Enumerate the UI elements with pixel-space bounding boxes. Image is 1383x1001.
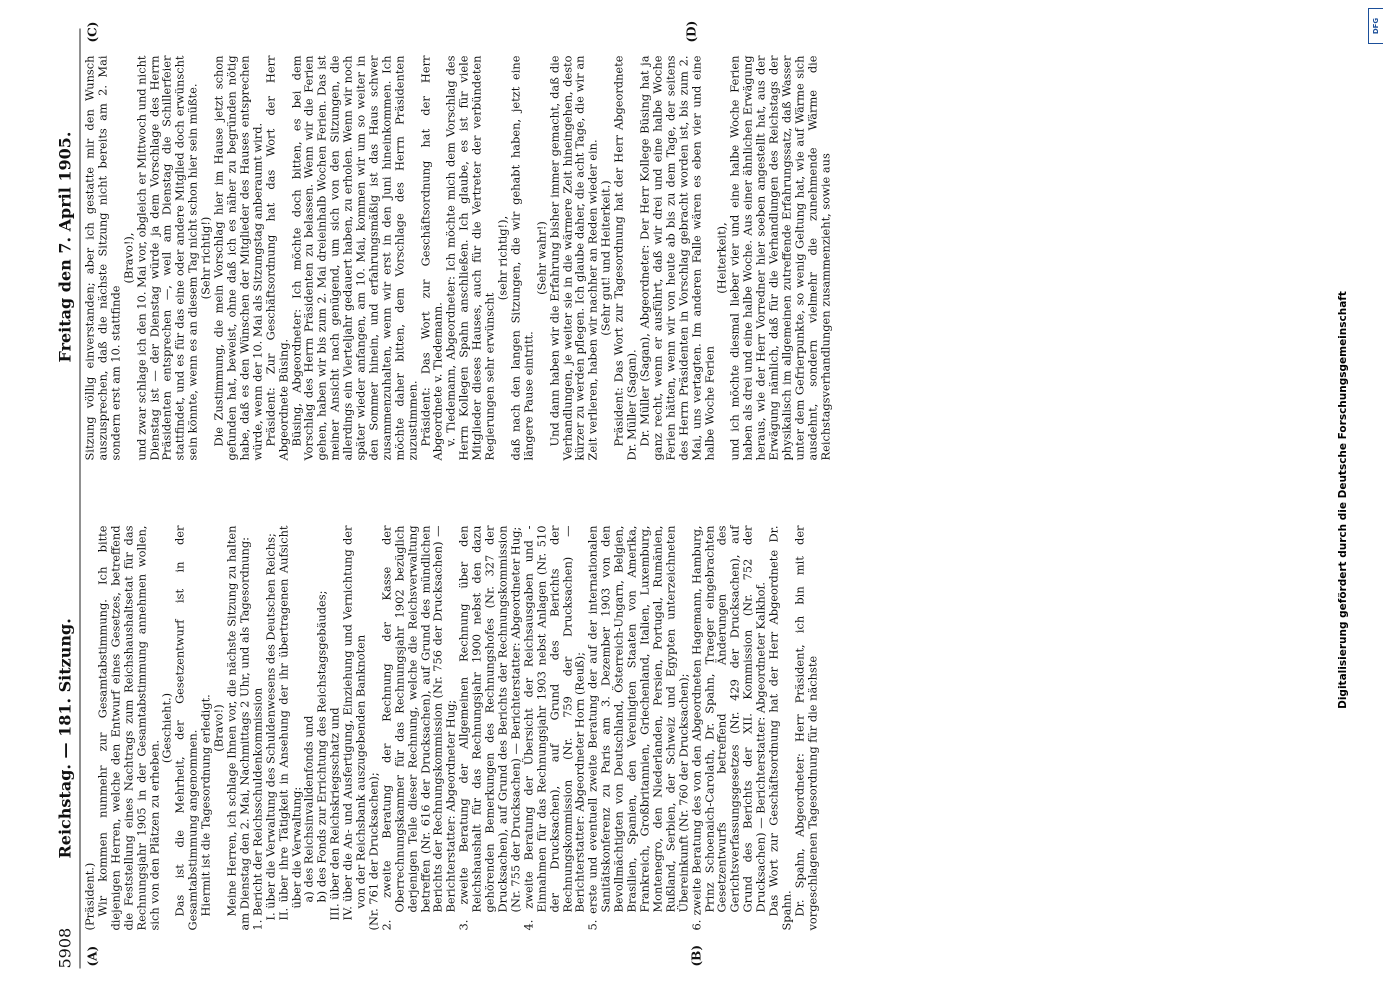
margin-marker-a: (A) bbox=[85, 945, 100, 967]
header-left-title: Reichstag. — 181. Sitzung. bbox=[55, 618, 75, 859]
paragraph: Meine Herren, ich schlage Ihnen vor, die nächste Sitzung zu halten am Dienstag den 2. Mai, Nachmittags 2 Uhr, und als Tagesordnung: bbox=[224, 525, 252, 931]
page-number: 5908 bbox=[55, 927, 75, 969]
margin-marker-b: (B) bbox=[689, 945, 704, 967]
paragraph: Das ist die Mehrheit, der Gesetzentwurf ist in der Gesamtabstimmung angenommen. bbox=[172, 525, 200, 931]
digitization-credit: Digitalisierung gefördert durch die Deutsche Forschungsgemeinschaft bbox=[1337, 291, 1349, 709]
paragraph: Dr. Spahn, Abgeordneter: Herr Präsident, ich bin mit der vorgeschlagenen Tagesordnung für die nächste bbox=[792, 525, 820, 931]
paragraph: I. über die Verwaltung des Schuldenwesens des Deutschen Reichs; bbox=[263, 533, 278, 921]
paragraph: 5. erste und eventuell zweite Beratung der auf der internationalen Sanitätskonferenz zu Paris am 3. Dezember 1903 von den Bevollmächtigten von Deutschland, Österreich-Ungarn, Belgien, Brasilien, Spanien, den Vereinigten Staaten von Amerika, Frankreich, Großbritannien, Griechenland, Italien, Luxemburg, Montenegro, den Niederlanden, Persien, Portugal, Rumänien, Rußland, Serbien, der Schweiz und Egypten unterzeichneten Übereinkunft (Nr. 760 der Drucksachen); bbox=[585, 525, 691, 931]
paragraph: (Sehr richtig!) bbox=[198, 216, 213, 300]
right-text-column bbox=[84, 56, 833, 461]
paragraph: 1. Bericht der Reichsschuldenkommission bbox=[250, 687, 265, 931]
left-text-column bbox=[84, 526, 820, 931]
paragraph: (Präsident.) bbox=[82, 862, 97, 931]
paragraph: v. Tiedemann, Abgeordneter: Ich möchte mich dem Vorschlag des Herrn Kollegen Spahn anschließen. Ich glaube, es ist für viele Mitglieder dieses Hauses, auch für die Vertreter der verbündeten Regierungen sehr erwünscht bbox=[443, 55, 497, 461]
paragraph: und ich möchte diesmal lieber vier und eine halbe Woche Ferien haben als drei und eine halbe Woche. Aus einer ähnlichen Erwägung heraus, wie der Herr Vorredner hier soeben angestellt hat, aus der Erwägung nämlich, daß für die Verhandlungen des Reichstags der physikalisch im allgemeinen zutreffende Erfahrungssatz, daß Wasser unter dem Gefrierpunkte, so wenig Geltung hat, wie auf Wärme sich ausdehnt, sondern vielmehr die zunehmende Wärme die Reichstagsverhandlungen zusammenzieht, sowie aus bbox=[727, 55, 833, 461]
paragraph: (Sehr gut! und Heiterkeit.) bbox=[598, 180, 613, 336]
paragraph: b) des Fonds zur Errichtung des Reichstagsgebäudes; bbox=[314, 590, 329, 903]
paragraph: (Bravo!) bbox=[211, 704, 226, 752]
header-right-title: Freitag den 7. April 1905. bbox=[55, 131, 75, 363]
paragraph: 3. zweite Beratung der Allgemeinen Rechnung über den Reichshaushalt für das Rechnungsjahr 1900 nebst den dazu gehörenden Bemerkungen des Rechnungshofes (Nr. 327 der Drucksachen), auf Grund des Berichts der Rechnungskommission (Nr. 755 der Drucksachen) — Berichterstatter: Abgeordneter Hug; bbox=[456, 525, 523, 931]
paragraph: Das Wort zur Geschäftsordnung hat der Herr Abgeordnete Dr. Spahn. bbox=[766, 525, 794, 931]
rotated-sheet bbox=[0, 1, 1383, 1001]
paragraph: (sehr richtig!), bbox=[495, 215, 510, 301]
paragraph: Hiermit ist die Tagesordnung erledigt. bbox=[198, 694, 213, 917]
paragraph: Präsident: Zur Geschäftsordnung hat das Wort der Herr Abgeordnete Büsing. bbox=[263, 55, 291, 461]
paragraph: (Bravo!), bbox=[121, 232, 136, 284]
paragraph: (Nr. 761 der Drucksachen); bbox=[366, 772, 381, 931]
paragraph: Und dann haben wir die Erfahrung bisher immer gemacht, daß die Verhandlungen, je weiter sie in die wärmere Zeit hineingehen, desto kürzer zu werden pflegen. Ich glaube daher, die acht Tage, die wir an Zeit verlieren, haben wir nachher an Reden wieder ein. bbox=[547, 55, 600, 461]
paragraph: 2. zweite Beratung der Rechnung der Kasse der Oberrechnungskammer für das Rechnungsjahr 1902 bezüglich derjenigen Teile dieser Rechnung, welche die Reichsverwaltung betreffen (Nr. 616 der Drucksachen), auf Grund des mündlichen Berichts der Rechnungskommission (Nr. 756 der Drucksachen) — Berichterstatter: Abgeordneter Hug; bbox=[379, 525, 458, 931]
dfg-logo-text: DFG bbox=[1372, 17, 1380, 35]
paragraph: und zwar schlage ich den 10. Mai vor, obgleich er Mittwoch und nicht Dienstag ist — der Dienstag würde ja dem Vorschlage des Herrn Präsidenten entsprechen —, weil am Dienstag die Schillerfeier stattfindet, und es für das eine oder andere Mitglied doch erwünscht sein könnte, wenn es an diesem Tag nicht schon hier sein müßte. bbox=[134, 55, 200, 461]
paragraph: (Sehr wahr!) bbox=[534, 221, 549, 295]
paragraph: (Geschieht.) bbox=[159, 692, 174, 764]
paragraph: 4. zweite Beratung der Übersicht der Reichsausgaben und -Einnahmen für das Rechnungsjahr 1903 nebst Anlagen (Nr. 510 der Drucksachen), auf Grund des Berichts der Rechnungskommission (Nr. 759 der Drucksachen) — Berichterstatter: Abgeordneter Horn (Reuß); bbox=[521, 525, 587, 931]
paragraph: daß nach den langen Sitzungen, die wir gehabt haben, jetzt eine längere Pause eintritt. bbox=[508, 55, 536, 461]
paragraph: Wir kommen nunmehr zur Gesamtabstimmung. Ich bitte diejenigen Herren, welche den Entwurf eines Gesetzes, betreffend die Feststellung eines Nachtrags zum Reichshaushaltsetat für das Rechnungsjahr 1905 in der Gesamtabstimmung annehmen wollen, sich von den Plätzen zu erheben. bbox=[95, 525, 162, 931]
paragraph: IV. über die An- und Ausfertigung, Einziehung und Vernichtung der von der Reichsbank auszugebenden Banknoten bbox=[340, 525, 368, 921]
paragraph: Präsident: Das Wort zur Tagesordnung hat der Herr Abgeordnete Dr. Müller (Sagan). bbox=[611, 55, 639, 461]
margin-marker-d: (D) bbox=[684, 20, 699, 43]
page-header bbox=[46, 29, 81, 969]
dfg-logo bbox=[1368, 8, 1383, 44]
paragraph: Sitzung völlig einverstanden; aber ich gestatte mir den Wunsch auszusprechen, daß die nächste Sitzung nicht bereits am 2. Mai sondern erst am 10. stattfinde bbox=[82, 55, 123, 461]
paragraph: Präsident: Das Wort zur Geschäftsordnung hat der Herr Abgeordnete v. Tiedemann. bbox=[418, 55, 445, 461]
margin-marker-c: (C) bbox=[85, 21, 100, 43]
paragraph: (Heiterkeit), bbox=[714, 222, 729, 294]
paragraph: Dr. Müller (Sagan), Abgeordneter: Der Herr Kollege Büsing hat ja ganz recht, wenn er ausführt, daß wir drei und eine halbe Woche Ferien hätten, wenn wir von heute ab bis zu dem Tage, der seitens des Herrn Präsidenten in Vorschlag gebracht worden ist, bis zum 2. Mai, uns vertagten. Im anderen Falle wären es eben vier und eine halbe Woche Ferien bbox=[637, 55, 716, 461]
paragraph: Büsing, Abgeordneter: Ich möchte doch bitten, es bei dem Vorschlag des Herrn Präsidenten zu belassen. Wenn wir die Ferien gehen, haben wir bis zum 2. Mai dreieinhalb Wochen Ferien. Das ist meiner Ansicht nach genügend, um sich von den Sitzungen, die allerdings ein Vierteljahr gedauert haben, zu erholen. Wenn wir noch später wieder anfangen, am 10. Mai, kommen wir um so weiter in den Sommer hinein, und erfahrungsmäßig ist das Haus schwer zusammenzuhalten, wenn wir erst in den Juni hineinkommen. Ich möchte daher bitten, dem Vorschlage des Herrn Präsidenten zuzustimmen. bbox=[289, 55, 420, 461]
paragraph: II. über ihre Tätigkeit in Ansehung der ihr übertragenen Aufsicht über die Verwaltung: bbox=[276, 525, 303, 921]
paragraph: Die Zustimmung, die mein Vorschlag hier im Hause jetzt schon gefunden hat, beweist, ohne daß ich es näher zu begründen nötig habe, daß es den Wünschen der Mitglieder des Hauses entsprechen würde, wenn der 10. Mai als Sitzungstag anberaumt wird. bbox=[211, 55, 265, 461]
paragraph: 6. zweite Beratung des von den Abgeordneten Hagemann, Hamburg, Prinz Schoenaich-Carolath, Dr. Spahn, Traeger eingebrachten Gesetzentwurfs betreffend Änderungen des Gerichtsverfassungsgesetzes (Nr. 429 der Drucksachen), auf Grund des Berichts der XII. Kommission (Nr. 752 der Drucksachen) — Berichterstatter: Abgeordneter Kalkhof. bbox=[689, 525, 768, 931]
paragraph: III. über den Reichskriegsschatz und bbox=[327, 707, 342, 921]
paragraph: a) des Reichsinvalidenfonds und bbox=[301, 715, 316, 903]
